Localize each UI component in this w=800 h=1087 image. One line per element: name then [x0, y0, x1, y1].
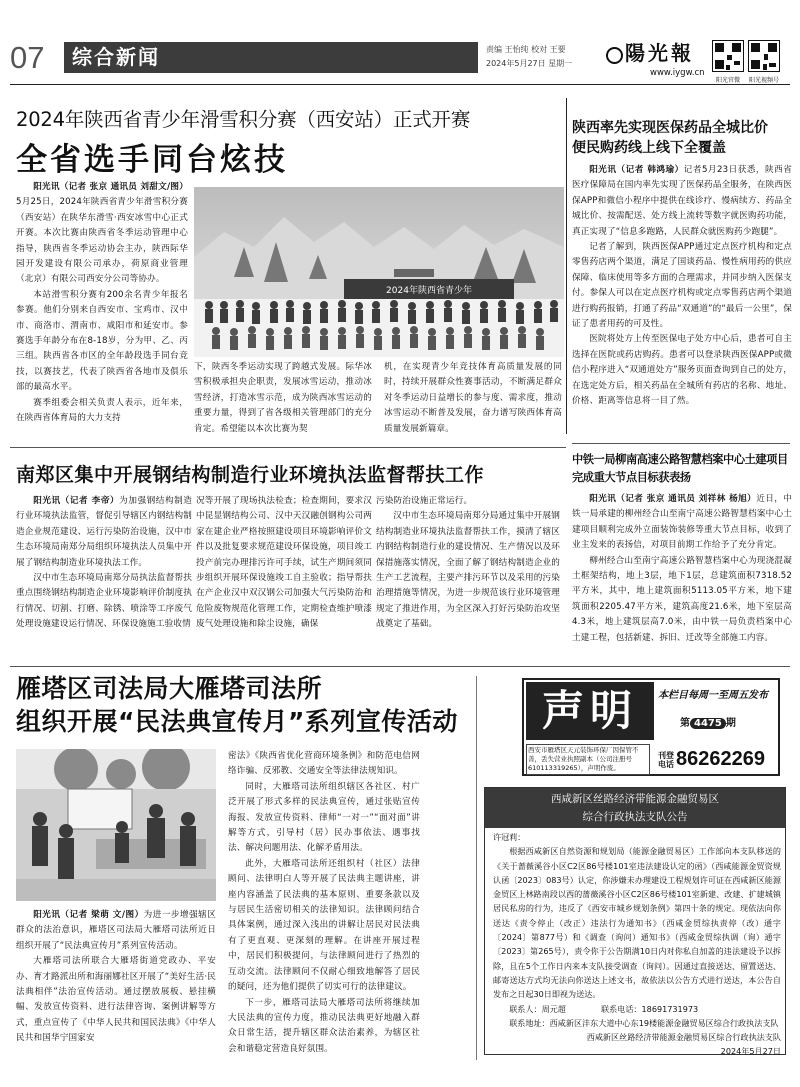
notice-ad-text: 西安市雁塔区天元装饰环保厂因保管不善，丢失营业执照副本（公司注册号610113319265），声明作废。: [526, 744, 650, 775]
right1-headline: 陕西率先实现医保药品全城比价 便民购药线上线下全覆盖: [572, 120, 768, 156]
article1-paragraph: 5月25日，2024年陕西省青少年滑雪积分赛（西安站）在陕华东滑雪·西安冰雪中心正式开赛。本次比赛由陕西省冬季运动管理中心指导，陕西省冬季运动协会主办，陕西际华园开发建设有限公司承办，荷原商业管理（北京）有限公司西安分公司等协办。: [16, 197, 188, 285]
legal-outreach-photo: [16, 749, 216, 901]
article2-paragraph: 污染防治设施正常运行。: [376, 496, 473, 506]
notice-body: 根据西咸新区自然资源和规划局（能源金融贸易区）工作部向本支队移送的《关于蔷薇溪谷小区C2区86号楼101室违法建设认定的函》（西咸能源金贸资规认函〔2023〕083号）认定，你涉嫌未办理建设工程规划许可证在西咸新区能源金贸区上林路南段以西的蔷薇溪谷小区C2区86号楼101室新建、改建、扩建城镇居民私房的行为，违反了《西安市城乡规划条例》第四十条的规定。现依法向你送达《责令停止（改正）违法行为通知书》（西咸金贸综执责停（改）通字〔2024〕第877号）和《调查（询问）通知书》（西咸金贸综执调（询）通字〔2023〕第265号），责令你于公告期满10日内对你私自加盖的违法建设予以拆除，且在5个工作日内来本支队接受调查（询问）。因通过直接送达、留置送达、邮寄送达方式均无法向你送达上述文书，故依法以公告方式进行送达，本公告自发布之日起30日即视为送达。: [493, 846, 781, 1000]
article3-paragraph: 大雁塔司法所联合大雁塔街道党政办、平安办、育才路派出所和海丽娜社区开展了“美好生活·民法典相伴”法治宣传活动。通过摆放展板、悬挂横幅、发放宣传资料、进行法律咨询、案例讲解等方式，重点宣传了《中华人民共和国民法典》《中华人民共和国华宁国家安: [16, 956, 216, 1044]
right2-paragraph: 柳州经合山至南宁高速公路智慧档案中心为现浇混凝土框架结构，地上3层，地下1层，总建筑面积7318.52平方米，其中，地上建筑面积5113.05平方米，地下建筑面积2205.47平方米，建筑高度21.6米，地下室层高4.3米，地上建筑层高7.0米，由中铁一局负责档案中心土建工程，包括新建、拆旧、迁改等全部施工内容。: [572, 555, 792, 643]
right1-paragraph: 记者5月23日获悉，陕西省医疗保障局在国内率先实现了医保药品全服务，在陕西医保APP和微信小程序中提供在线诊疗、慢病续方、药品全城比价、按需配送、处方线上流转等数字就医购药功能，真正实现了“信息多跑路，人民群众就医购药少跑腿”。: [572, 165, 792, 237]
notice-signature: 西咸新区丝路经济带能源金融贸易区综合行政执法支队: [586, 1032, 781, 1043]
notice-date: 2024年5月27日: [720, 1046, 781, 1057]
article1-paragraph: 本站滑雪积分赛有200余名青少年报名参赛。他们分别来自西安市、宝鸡市、汉中市、商洛市、渭南市、咸阳市和延安市。参赛选手年龄分布在8-18岁，分为甲、乙、丙三组。陕西省各市区的全年龄段选手同台竞技，以赛技艺，代表了陕西省各地市及俱乐部的最高水平。: [16, 289, 188, 393]
article3-paragraph: 此外，大雁塔司法所还组织村（社区）法律顾问、法律明白人等开展了民法典主题讲座，讲座内容涵盖了民法典的基本原则、重要条款以及与居民生活密切相关的法律知识。法律顾问结合具体案例，通过深入浅出的讲解让居民对民法典有了更直观、更深刻的理解。在讲座开展过程中，居民们积极提问，与法律顾问进行了热烈的互动交流。法律顾问不仅耐心细致地解答了居民的疑问，还为他们提供了切实可行的法律建议。: [228, 858, 420, 993]
date-line: 2024年5月27日 星期一: [486, 59, 573, 68]
notice-header: 西咸新区丝路经济带能源金融贸易区 综合行政执法支队公告: [485, 788, 785, 828]
article1-kicker: 2024年陕西省青少年滑雪积分赛（西安站）正式开赛: [16, 108, 471, 131]
ski-event-photo: [194, 187, 564, 357]
right2-paragraph: 近日，中铁一局承建的柳州经合山至南宁高速公路智慧档案中心土建项目顺利完成外立面装饰装修等重大节点目标，收到了业主发来的表扬信，对项目前期工作给予了充分肯定。: [572, 494, 792, 551]
notice-ad-box: [522, 678, 780, 776]
article3-headline: 雁塔区司法局大雁塔司法所 组织开展“民法典宣传月”系列宣传活动: [16, 674, 458, 736]
article2-headline: 南郑区集中开展钢结构制造行业环境执法监督帮扶工作: [16, 464, 485, 486]
notice-contact-label: 联系人：: [509, 1003, 542, 1014]
notice-phone: 18691731973: [641, 1003, 699, 1014]
notice-greeting: 许冠莉：: [493, 832, 526, 842]
right2-headline: 中铁一局柳南高速公路智慧档案中心土建项目 完成重大节点目标获表扬: [572, 453, 788, 484]
editors-line: 责编 王怡纯 校对 王要: [486, 45, 566, 54]
right2-byline: 阳光讯（记者 张京 通讯员 刘祥林 杨旭）: [589, 494, 757, 504]
qr-caption: 阳光视频号: [748, 77, 779, 84]
article1-headline: 全省选手同台炫技: [16, 142, 288, 178]
notice-ad-phone-label: 刊登电话: [658, 750, 674, 769]
article2-paragraph: 汉中市生态环境局南郑分局通过集中开展钢结构制造业环境执法监督帮扶工作，摸清了辖区内钢结构制造行业的建设情况、生产情况以及环保措施落实情况，全面了解了钢结构制造企业的生产工艺流程，主要产排污环节以及采用的污染治理措施等情况，为进一步规范该行业环境管理规定了推进作用，为全区深入打好污染防治攻坚战奠定了基础。: [376, 511, 560, 630]
article3-paragraph: 为进一步增强辖区群众的法治意识，雁塔区司法局大雁塔司法所近日组织开展了“民法典宣传月”系列宣传活动。: [16, 910, 216, 951]
website-url[interactable]: www.iygw.cn: [650, 68, 705, 78]
article1-byline: 阳光讯（记者 张京 通讯员 刘甜文/图）: [33, 182, 188, 192]
page-number: 07: [10, 40, 45, 75]
notice-address-label: 联系地址：: [509, 1017, 550, 1028]
article3-byline: 阳光讯（记者 梁萌 文/图）: [33, 910, 144, 920]
notice-ad-issue: 第 4475 期: [680, 718, 736, 729]
article1-paragraph: 赛季组委会相关负责人表示，近年来，在陕西省体育局的大力支持: [16, 397, 188, 424]
article1-paragraph: 下，陕西冬季运动实现了跨越式发展。际华冰雪积极承担央企职责，发展冰雪运动，推动冰雪经济，打造冰雪示范，成为陕西冰雪运动的重要力量，得到了省各级相关管理部门的充分肯定。希望能以本次比赛为契: [194, 362, 372, 434]
notice-phone-label: 联系电话：: [601, 1003, 642, 1014]
qr-caption: 阳光官微: [715, 77, 740, 84]
official-notice-box: [484, 787, 786, 1055]
article2-byline: 阳光讯（记者 李帝）: [33, 496, 120, 506]
qr-code-icon: [748, 40, 780, 72]
notice-ad-phone: 86262269: [676, 748, 765, 770]
article1-paragraph: 机，在实现青少年竞技体育高质量发展的同时，持续开展群众性赛事活动，不断满足群众对冬季运动日益增长的参与度、需求度，推动冰雪运动不断普及发展，奋力谱写陕西体育高质量发展新篇章。: [384, 362, 562, 434]
sun-icon: [606, 47, 623, 64]
article2-paragraph: 况等开展了现场执法检查；检查期间，要求汉中昆显钢结构公司、汉中天汉融创钢构公司两家在建企业严格按照建设项目环境影响评价文件以及批复要求规范建设环保设施，项目竣工投产前完办理排污许可手续，试生产期间须同步组织开展环保设施竣工自主验收；指导帮扶在产企业汉中双汉钢公司加强大气污染防治和危险废物规范化管理工作，定期检查维护喷漆废气处理设施和除尘设施，确保: [196, 496, 372, 630]
article3-paragraph: 同时，大雁塔司法所组织辖区各社区、村广泛开展了形式多样的民法典宣传，通过张贴宣传海报、发放宣传资料、律师“一对一”“面对面”讲解等方式，引导村（居）民办事依法、遇事找法、解决问题用法、化解矛盾用法。: [228, 781, 420, 854]
right1-byline: 阳光讯（记者 韩鸿瑜）: [589, 165, 684, 175]
right1-paragraph: 医院将处方上传至医保电子处方中心后，患者可自主选择在医院或药店购药。患者可以登录陕西医保APP或微信小程序进入“双通道处方”服务页面查询到自己的处方，在选定处方后，相关药品在全城所有药店的名称、地址、价格、距离等信息将一目了然。: [572, 334, 792, 407]
article3-paragraph: 密法》《陕西省优化营商环境条例》和防范电信网络诈骗、反邪教、交通安全等法律法规知识。: [228, 751, 420, 777]
article2-paragraph: 汉中市生态环境局南郑分局执法监督帮扶重点围绕钢结构制造企业环境影响评价制度执行情况、切割、打磨、除锈、喷涂等工序废气处理设施建设运行情况、环保设施施工验收情: [16, 573, 192, 630]
photo-banner-text: 2024年陕西省青少年: [386, 286, 472, 296]
notice-address: 西咸新区沣东大道中心东19楼能源金融贸易区综合行政执法支队: [549, 1017, 779, 1028]
notice-ad-title: 声明: [526, 682, 654, 740]
section-ribbon: 综合新闻: [64, 42, 478, 73]
article3-paragraph: 下一步，雁塔司法局大雁塔司法所将继续加大民法典的宣传力度，推动民法典更好地融入群众日常生活，提升辖区群众法治素养，为辖区社会和谐稳定营造良好氛围。: [228, 997, 420, 1054]
qr-code-icon: [712, 40, 744, 72]
notice-ad-tagline: 本栏目每周一至周五发布: [658, 690, 768, 701]
paper-logo: 陽光報: [606, 42, 710, 66]
article2-paragraph: 为加强钢结构制造行业环境执法监管，督促引导辖区内钢结构制造企业规范建设、运行污染防治设施，汉中市生态环境局南郑分局组织环境执法人员集中开展了钢结构制造业环境执法工作。: [16, 496, 192, 568]
right1-paragraph: 记者了解到，陕西医保APP通过定点医疗机构和定点零售药店两个渠道，满足了国谈药品、慢性病用药的供应保障、临床使用等多方面的合理需求，并同步纳入医保支付。参保人可以在定点医疗机构或定点零售药店两个渠道进行购药报销，打通了药品“双通道”的“最后一公里”，保证了患者用药的可及性。: [572, 242, 792, 330]
notice-contact-name: 周元超: [541, 1003, 566, 1014]
